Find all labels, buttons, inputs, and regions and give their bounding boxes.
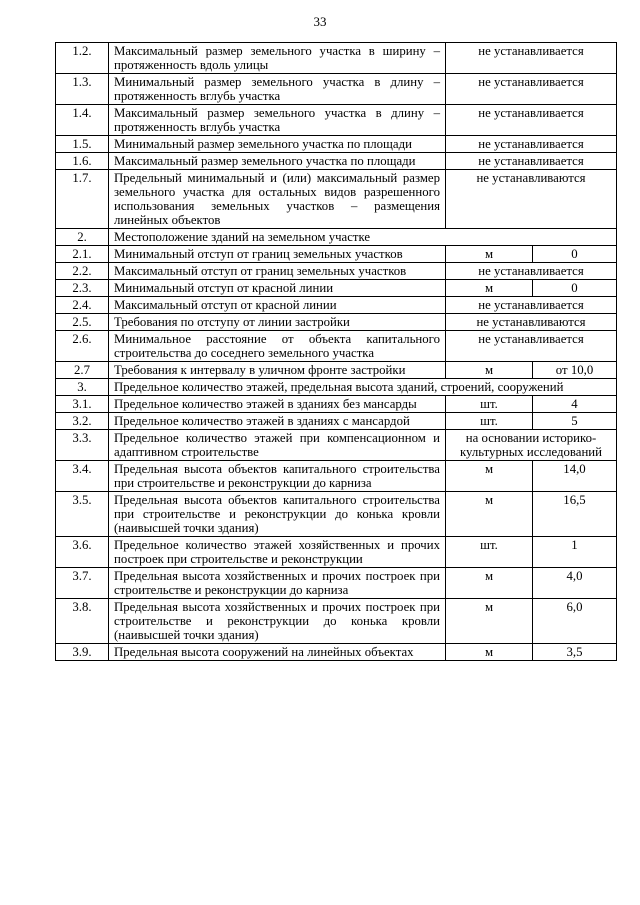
row-number: 3.5.	[56, 492, 109, 537]
table-row	[56, 263, 617, 280]
row-number: 2.7	[56, 362, 109, 379]
section-title: Предельное количество этажей, предельная высота зданий, строений, сооружений	[109, 379, 617, 396]
parameter-description: Максимальный отступ от границ земельных участков	[109, 263, 446, 280]
parameter-description: Максимальный размер земельного участка по площади	[109, 153, 446, 170]
parameter-value: не устанавливается	[446, 153, 617, 170]
row-number: 1.5.	[56, 136, 109, 153]
row-number: 1.4.	[56, 105, 109, 136]
parameter-value: не устанавливается	[446, 297, 617, 314]
row-number: 1.7.	[56, 170, 109, 229]
regulations-table-body	[56, 43, 617, 661]
parameter-description: Минимальный отступ от границ земельных участков	[109, 246, 446, 263]
parameter-description: Предельное количество этажей в зданиях с мансардой	[109, 413, 446, 430]
parameter-description: Требования по отступу от линии застройки	[109, 314, 446, 331]
table-row	[56, 461, 617, 492]
parameter-description: Предельная высота объектов капитального строительства при строительстве и реконструкции до карниза	[109, 461, 446, 492]
parameter-description: Предельное количество этажей в зданиях без мансарды	[109, 396, 446, 413]
table-row	[56, 297, 617, 314]
row-number: 2.	[56, 229, 109, 246]
table-row	[56, 136, 617, 153]
parameter-description: Максимальный размер земельного участка в ширину – протяженность вдоль улицы	[109, 43, 446, 74]
table-row	[56, 396, 617, 413]
parameter-value: не устанавливаются	[446, 170, 617, 229]
table-row	[56, 280, 617, 297]
parameter-unit: м	[446, 461, 533, 492]
table-row	[56, 568, 617, 599]
parameter-description: Предельное количество этажей при компенсационном и адаптивном строительстве	[109, 430, 446, 461]
parameter-description: Максимальный отступ от красной линии	[109, 297, 446, 314]
table-row	[56, 246, 617, 263]
parameter-unit: м	[446, 492, 533, 537]
table-row	[56, 229, 617, 246]
table-row	[56, 379, 617, 396]
row-number: 2.3.	[56, 280, 109, 297]
row-number: 3.9.	[56, 644, 109, 661]
page-number: 33	[313, 14, 327, 29]
parameter-description: Предельное количество этажей хозяйственных и прочих построек при строительстве и реконструкции	[109, 537, 446, 568]
parameter-description: Минимальный размер земельного участка в длину – протяженность вглубь участка	[109, 74, 446, 105]
row-number: 2.2.	[56, 263, 109, 280]
row-number: 3.7.	[56, 568, 109, 599]
table-row	[56, 362, 617, 379]
row-number: 3.2.	[56, 413, 109, 430]
row-number: 1.2.	[56, 43, 109, 74]
row-number: 2.6.	[56, 331, 109, 362]
row-number: 3.6.	[56, 537, 109, 568]
parameter-description: Минимальный отступ от красной линии	[109, 280, 446, 297]
row-number: 2.1.	[56, 246, 109, 263]
row-number: 3.8.	[56, 599, 109, 644]
table-row	[56, 170, 617, 229]
parameter-unit: шт.	[446, 396, 533, 413]
parameter-unit: шт.	[446, 537, 533, 568]
parameter-unit: м	[446, 644, 533, 661]
parameter-description: Предельная высота хозяйственных и прочих построек при строительстве и реконструкции до карниза	[109, 568, 446, 599]
table-row	[56, 331, 617, 362]
parameter-amount: 0	[533, 280, 617, 297]
parameter-amount: 4	[533, 396, 617, 413]
parameter-value: не устанавливается	[446, 105, 617, 136]
row-number: 2.5.	[56, 314, 109, 331]
parameter-unit: м	[446, 568, 533, 599]
parameter-description: Минимальный размер земельного участка по площади	[109, 136, 446, 153]
parameter-value: не устанавливается	[446, 331, 617, 362]
parameter-amount: 6,0	[533, 599, 617, 644]
parameter-unit: м	[446, 599, 533, 644]
parameter-unit: м	[446, 280, 533, 297]
table-row	[56, 644, 617, 661]
parameter-unit: м	[446, 362, 533, 379]
row-number: 3.1.	[56, 396, 109, 413]
table-row	[56, 105, 617, 136]
parameter-description: Предельный минимальный и (или) максимальный размер земельного участка для остальных видов разрешенного использования земельных участков – размещения линейных объектов	[109, 170, 446, 229]
section-title: Местоположение зданий на земельном участке	[109, 229, 617, 246]
row-number: 2.4.	[56, 297, 109, 314]
parameter-description: Предельная высота хозяйственных и прочих построек при строительстве и реконструкции до конька кровли (наивысшей точки здания)	[109, 599, 446, 644]
parameter-value: на основании историко-культурных исследований	[446, 430, 617, 461]
parameter-unit: м	[446, 246, 533, 263]
parameter-description: Минимальное расстояние от объекта капитального строительства до соседнего земельного участка	[109, 331, 446, 362]
parameter-amount: от 10,0	[533, 362, 617, 379]
row-number: 3.4.	[56, 461, 109, 492]
table-row	[56, 413, 617, 430]
parameter-amount: 1	[533, 537, 617, 568]
table-row	[56, 153, 617, 170]
parameter-amount: 4,0	[533, 568, 617, 599]
table-row	[56, 430, 617, 461]
parameter-value: не устанавливается	[446, 263, 617, 280]
parameter-amount: 3,5	[533, 644, 617, 661]
parameter-amount: 16,5	[533, 492, 617, 537]
table-row	[56, 43, 617, 74]
parameter-description: Предельная высота объектов капитального строительства при строительстве и реконструкции до конька кровли (наивысшей точки здания)	[109, 492, 446, 537]
parameter-value: не устанавливается	[446, 136, 617, 153]
regulations-table	[55, 42, 617, 661]
table-row	[56, 314, 617, 331]
parameter-unit: шт.	[446, 413, 533, 430]
parameter-amount: 14,0	[533, 461, 617, 492]
parameter-description: Требования к интервалу в уличном фронте застройки	[109, 362, 446, 379]
parameter-amount: 5	[533, 413, 617, 430]
row-number: 3.	[56, 379, 109, 396]
parameter-description: Максимальный размер земельного участка в длину – протяженность вглубь участка	[109, 105, 446, 136]
table-row	[56, 599, 617, 644]
row-number: 1.3.	[56, 74, 109, 105]
parameter-amount: 0	[533, 246, 617, 263]
parameter-value: не устанавливается	[446, 43, 617, 74]
parameter-value: не устанавливается	[446, 74, 617, 105]
parameter-value: не устанавливаются	[446, 314, 617, 331]
table-row	[56, 537, 617, 568]
row-number: 1.6.	[56, 153, 109, 170]
table-row	[56, 74, 617, 105]
parameter-description: Предельная высота сооружений на линейных объектах	[109, 644, 446, 661]
row-number: 3.3.	[56, 430, 109, 461]
table-row	[56, 492, 617, 537]
